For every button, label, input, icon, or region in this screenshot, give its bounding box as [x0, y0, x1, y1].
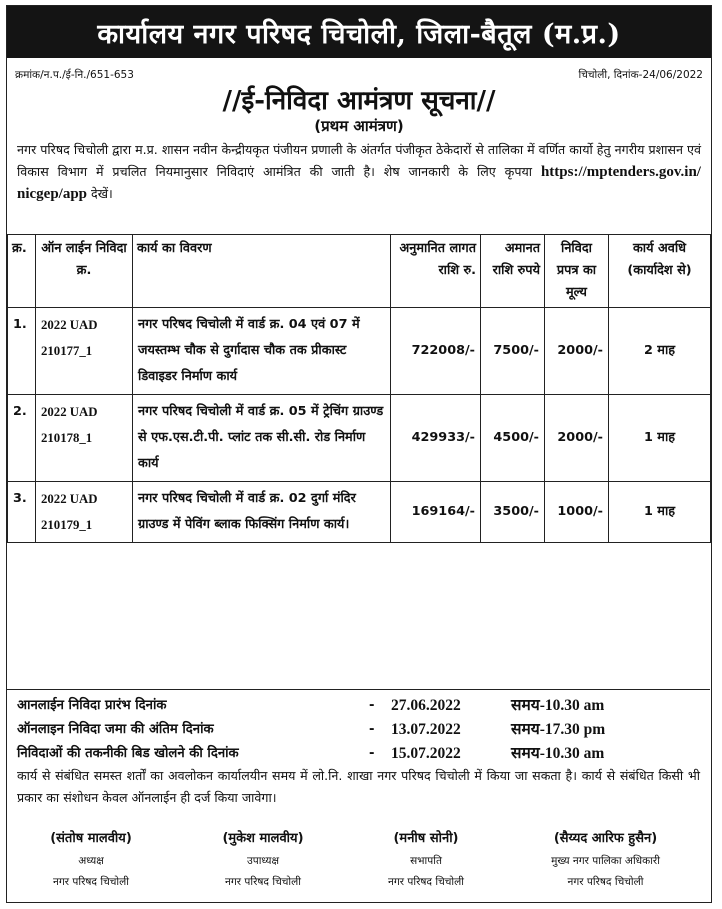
schedule-dash: -	[369, 722, 375, 737]
row-deposit: 4500/-	[481, 395, 545, 482]
terms-paragraph: कार्य से संबंधित समस्त शर्तों का अवलोकन कार्यालयीन समय में लो.नि. शाखा नगर परिषद चिचोली में किया जा सकता है। कार्य से संबंधित किसी भी प्रकार का संशोधन केवल ऑनलाईन ही दर्ज किया जावेगा।	[17, 768, 700, 805]
row-serial: 3.	[8, 482, 36, 543]
schedule-section	[7, 689, 710, 766]
notice-subheading: (प्रथम आमंत्रण)	[314, 117, 404, 135]
row-estimated-cost: 429933/-	[391, 395, 481, 482]
intro-text: नगर परिषद चिचोली द्वारा म.प्र. शासन नवीन केन्द्रीयकृत पंजीयन प्रणाली के अंतर्गत पंजीकृत ठेकेदारों से तालिका में वर्णित कार्यो हेतु नगरीय प्रशासन एवं विकास विभाग में प्रचलित नियमानुसार निविदाएं आमंत्रित की जाती है। शेष जानकारी के लिए कृपया	[17, 142, 701, 179]
header-form-fee: निविदा प्रपत्र का मूल्य	[545, 235, 609, 308]
schedule-row	[17, 742, 700, 766]
signatory	[501, 827, 710, 893]
table-header-row	[8, 235, 711, 308]
row-form-fee: 2000/-	[545, 395, 609, 482]
row-form-fee: 2000/-	[545, 308, 609, 395]
signatory-designation: सभापति	[410, 855, 442, 867]
table-row	[8, 308, 711, 395]
header-duration: कार्य अवधि (कार्यादेश से)	[609, 235, 711, 308]
works-table	[7, 234, 711, 543]
tender-portal-link[interactable]: https://mptenders.gov.in/ nicgep/app	[17, 163, 701, 202]
row-duration: 1 माह	[609, 395, 711, 482]
row-deposit: 3500/-	[481, 482, 545, 543]
schedule-row	[17, 718, 700, 742]
header-estimated-cost: अनुमानित लागत राशि रु.	[391, 235, 481, 308]
header-deposit: अमानत राशि रुपये	[481, 235, 545, 308]
schedule-dash: -	[369, 746, 375, 761]
header-tender-no: ऑन लाईन निविदा क्र.	[36, 235, 133, 308]
row-tender-no: 2022 UAD 210178_1	[36, 395, 133, 482]
header-serial: क्र.	[8, 235, 36, 308]
notice-page	[6, 5, 712, 903]
row-serial: 1.	[8, 308, 36, 395]
schedule-label: आनलाईन निविदा प्रारंभ दिनांक	[17, 698, 167, 713]
signatory-designation: अध्यक्ष	[78, 855, 104, 867]
intro-paragraph	[7, 136, 711, 206]
schedule-row	[17, 694, 700, 718]
row-tender-no: 2022 UAD 210177_1	[36, 308, 133, 395]
row-deposit: 7500/-	[481, 308, 545, 395]
signatory-office: नगर परिषद चिचोली	[388, 876, 464, 888]
place-date: चिचोली, दिनांक-24/06/2022	[578, 69, 703, 81]
schedule-label: निविदाओं की तकनीकी बिड खोलने की दिनांक	[17, 746, 239, 761]
signature-block	[7, 827, 710, 893]
signatory-name: (संतोष मालवीय)	[50, 831, 132, 846]
signatory-name: (मुकेश मालवीय)	[222, 831, 304, 846]
schedule-date: 13.07.2022	[391, 721, 461, 738]
row-tender-no: 2022 UAD 210179_1	[36, 482, 133, 543]
signatory	[175, 827, 351, 893]
table-row	[8, 482, 711, 543]
row-serial: 2.	[8, 395, 36, 482]
signatory-designation: उपाध्यक्ष	[246, 855, 279, 867]
schedule-date: 15.07.2022	[391, 745, 461, 762]
table-row	[8, 395, 711, 482]
intro-end: देखें।	[91, 186, 113, 201]
schedule-date: 27.06.2022	[391, 697, 461, 714]
header-description: कार्य का विवरण	[133, 235, 391, 308]
signatory-office: नगर परिषद चिचोली	[225, 876, 301, 888]
signatory	[351, 827, 501, 893]
signatory-name: (मनीष सोनी)	[393, 831, 459, 846]
row-estimated-cost: 169164/-	[391, 482, 481, 543]
signatory-name: (सैय्यद आरिफ हुसैन)	[553, 831, 658, 846]
row-description: नगर परिषद चिचोली में वार्ड क्र. 05 में ट्रेचिंग ग्राउण्ड से एफ.एस.टी.पी. प्लांट तक सी.सी. रोड निर्माण कार्य	[133, 395, 391, 482]
row-estimated-cost: 722008/-	[391, 308, 481, 395]
signatory-office: नगर परिषद चिचोली	[53, 876, 129, 888]
signatory	[7, 827, 175, 893]
schedule-time: समय-10.30 am	[511, 745, 605, 762]
reference-number: क्रमांक/न.प./ई-नि./651-653	[15, 69, 134, 81]
signatory-designation: मुख्य नगर पालिका अधिकारी	[551, 855, 660, 867]
reference-line	[7, 58, 711, 82]
office-banner	[7, 6, 711, 58]
schedule-label: ऑनलाइन निविदा जमा की अंतिम दिनांक	[17, 722, 214, 737]
schedule-time: समय-10.30 am	[511, 697, 605, 714]
schedule-time: समय-17.30 pm	[511, 721, 606, 738]
schedule-dash: -	[369, 698, 375, 713]
row-form-fee: 1000/-	[545, 482, 609, 543]
office-title: कार्यालय नगर परिषद चिचोली, जिला-बैतूल (म.प्र.)	[97, 18, 621, 50]
row-description: नगर परिषद चिचोली में वार्ड क्र. 04 एवं 07 में जयस्तम्भ चौक से दुर्गादास चौक तक प्रीकास्ट डिवाइडर निर्माण कार्य	[133, 308, 391, 395]
signatory-office: नगर परिषद चिचोली	[567, 876, 644, 888]
row-duration: 2 माह	[609, 308, 711, 395]
notice-heading: //ई-निविदा आमंत्रण सूचना//	[222, 86, 496, 116]
row-description: नगर परिषद चिचोली में वार्ड क्र. 02 दुर्गा मंदिर ग्राउण्ड में पेविंग ब्लाक फिक्सिंग निर्माण कार्य।	[133, 482, 391, 543]
row-duration: 1 माह	[609, 482, 711, 543]
